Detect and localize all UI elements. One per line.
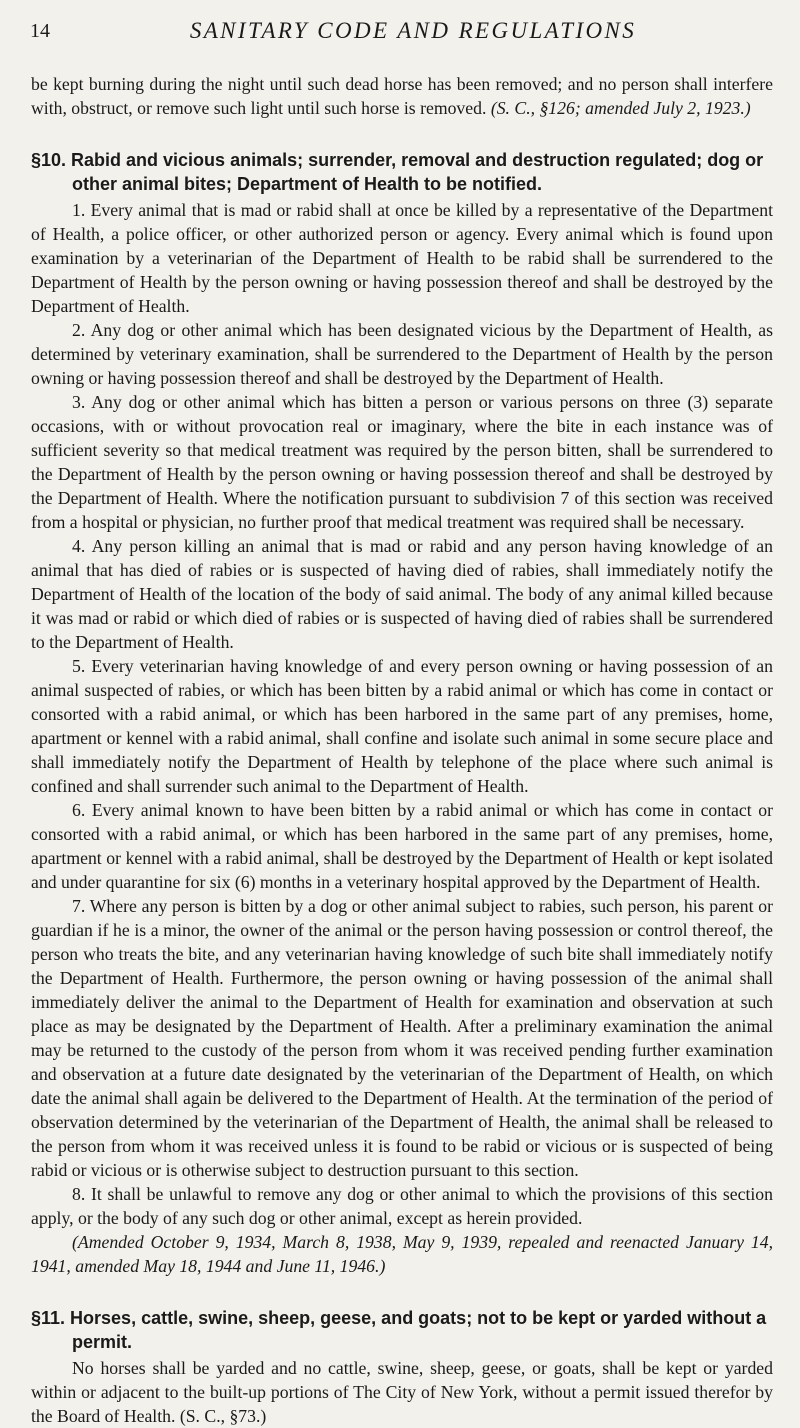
section-10-heading: §10. Rabid and vicious animals; surrender, removal and destruction regulated; dog or other animal bites; Department of Health to be notified. xyxy=(31,150,764,194)
section-10-paragraph-7: 7. Where any person is bitten by a dog or other animal subject to rabies, such person, his parent or guardian if he is a minor, the owner of the animal or the person having possession or control thereof, the person who treats the bite, and any veterinarian having knowledge of such bite shall immediately notify the Department of Health. Furthermore, the person owning or having possession of the animal shall immediately deliver the animal to the Department of Health for examination and observation at such place as may be designated by the Department of Health. After a preliminary examination the animal may be returned to the custody of the person from whom it was received pending further examination and observation at a future date designated by the veterinarian of the Department of Health, on which date the animal shall again be delivered to the Department of Health. At the termination of the period of observation determined by the veterinarian of the Department of Health, the animal shall be released to the person from whom it was received unless it is found to be rabid or vicious or is suspected of being rabid or vicious or is otherwise subject to destruction pursuant to this section. xyxy=(31,896,773,1180)
running-title: SANITARY CODE AND REGULATIONS xyxy=(189,18,637,43)
section-10-citation: (Amended October 9, 1934, March 8, 1938, May 9, 1939, repealed and reenacted January 14, 1941, amended May 18, 1944 and June 11, 1946.) xyxy=(31,1232,773,1276)
section-10-paragraph-4: 4. Any person killing an animal that is mad or rabid and any person having knowledge of an animal that has died of rabies or is suspected of having died of rabies, shall immediately notify the Department of Health of the location of the body of said animal. The body of any animal killed because it was mad or rabid or which died of rabies or is suspected of having died of rabies shall be surrendered to the Department of Health. xyxy=(31,536,773,652)
section-10-paragraph-8: 8. It shall be unlawful to remove any dog or other animal to which the provisions of this section apply, or the body of any such dog or other animal, except as herein provided. xyxy=(31,1184,773,1228)
section-10-paragraph-6: 6. Every animal known to have been bitten by a rabid animal or which has come in contact or consorted with a rabid animal, or which has been harbored in the same part of any premises, home, apartment or kennel with a rabid animal, shall be destroyed by the Department of Health or kept isolated and under quarantine for six (6) months in a veterinary hospital approved by the Department of Health. xyxy=(31,800,773,892)
section-10-paragraph-5: 5. Every veterinarian having knowledge of and every person owning or having possession of an animal suspected of rabies, or which has been bitten by a rabid animal or which has come in contact or consorted with a rabid animal, or which has been harbored in the same part of any premises, home, apartment or kennel with a rabid animal, shall confine and isolate such animal in some secure place and shall immediately notify the Department of Health by telephone of the place where such animal is confined and shall surrender such animal to the Department of Health. xyxy=(31,656,773,796)
section-11-paragraph: No horses shall be yarded and no cattle, swine, sheep, geese, or goats, shall be kept or yarded within or adjacent to the built-up portions of The City of New York, without a permit issued therefor by the Board of Health. (S. C., §73.) xyxy=(31,1358,773,1426)
continuation-paragraph xyxy=(31,72,773,120)
document-body xyxy=(31,72,773,1428)
section-11-heading: §11. Horses, cattle, swine, sheep, geese, and goats; not to be kept or yarded without a permit. xyxy=(31,1308,767,1352)
page-number: 14 xyxy=(30,20,50,42)
continuation-citation: (S. C., §126; amended July 2, 1923.) xyxy=(490,98,751,118)
section-10-paragraph-3: 3. Any dog or other animal which has bitten a person or various persons on three (3) separate occasions, with or without provocation real or imaginary, where the bite in each instance was of sufficient severity so that medical treatment was required by the person bitten, shall be surrendered to the Department of Health by the person owning or having possession thereof and shall be destroyed by the Department of Health. Where the notification pursuant to subdivision 7 of this section was received from a hospital or physician, no further proof that medical treatment was required shall be necessary. xyxy=(31,392,773,532)
page-header xyxy=(30,14,770,48)
section-10-paragraph-2: 2. Any dog or other animal which has been designated vicious by the Department of Health, as determined by veterinary examination, shall be surrendered to the Department of Health by the person owning or having possession thereof and shall be destroyed by the Department of Health. xyxy=(31,320,773,388)
section-10-paragraph-1: 1. Every animal that is mad or rabid shall at once be killed by a representative of the Department of Health, a police officer, or other authorized person or agency. Every animal which is found upon examination by a veterinarian of the Department of Health to be rabid shall be surrendered to the Department of Health by the person owning or having possession thereof and shall be destroyed by the Department of Health. xyxy=(31,200,773,316)
continuation-text: be kept burning during the night until such dead horse has been removed; and no person shall interfere with, obstruct, or remove such light until such horse is removed. xyxy=(31,74,773,118)
